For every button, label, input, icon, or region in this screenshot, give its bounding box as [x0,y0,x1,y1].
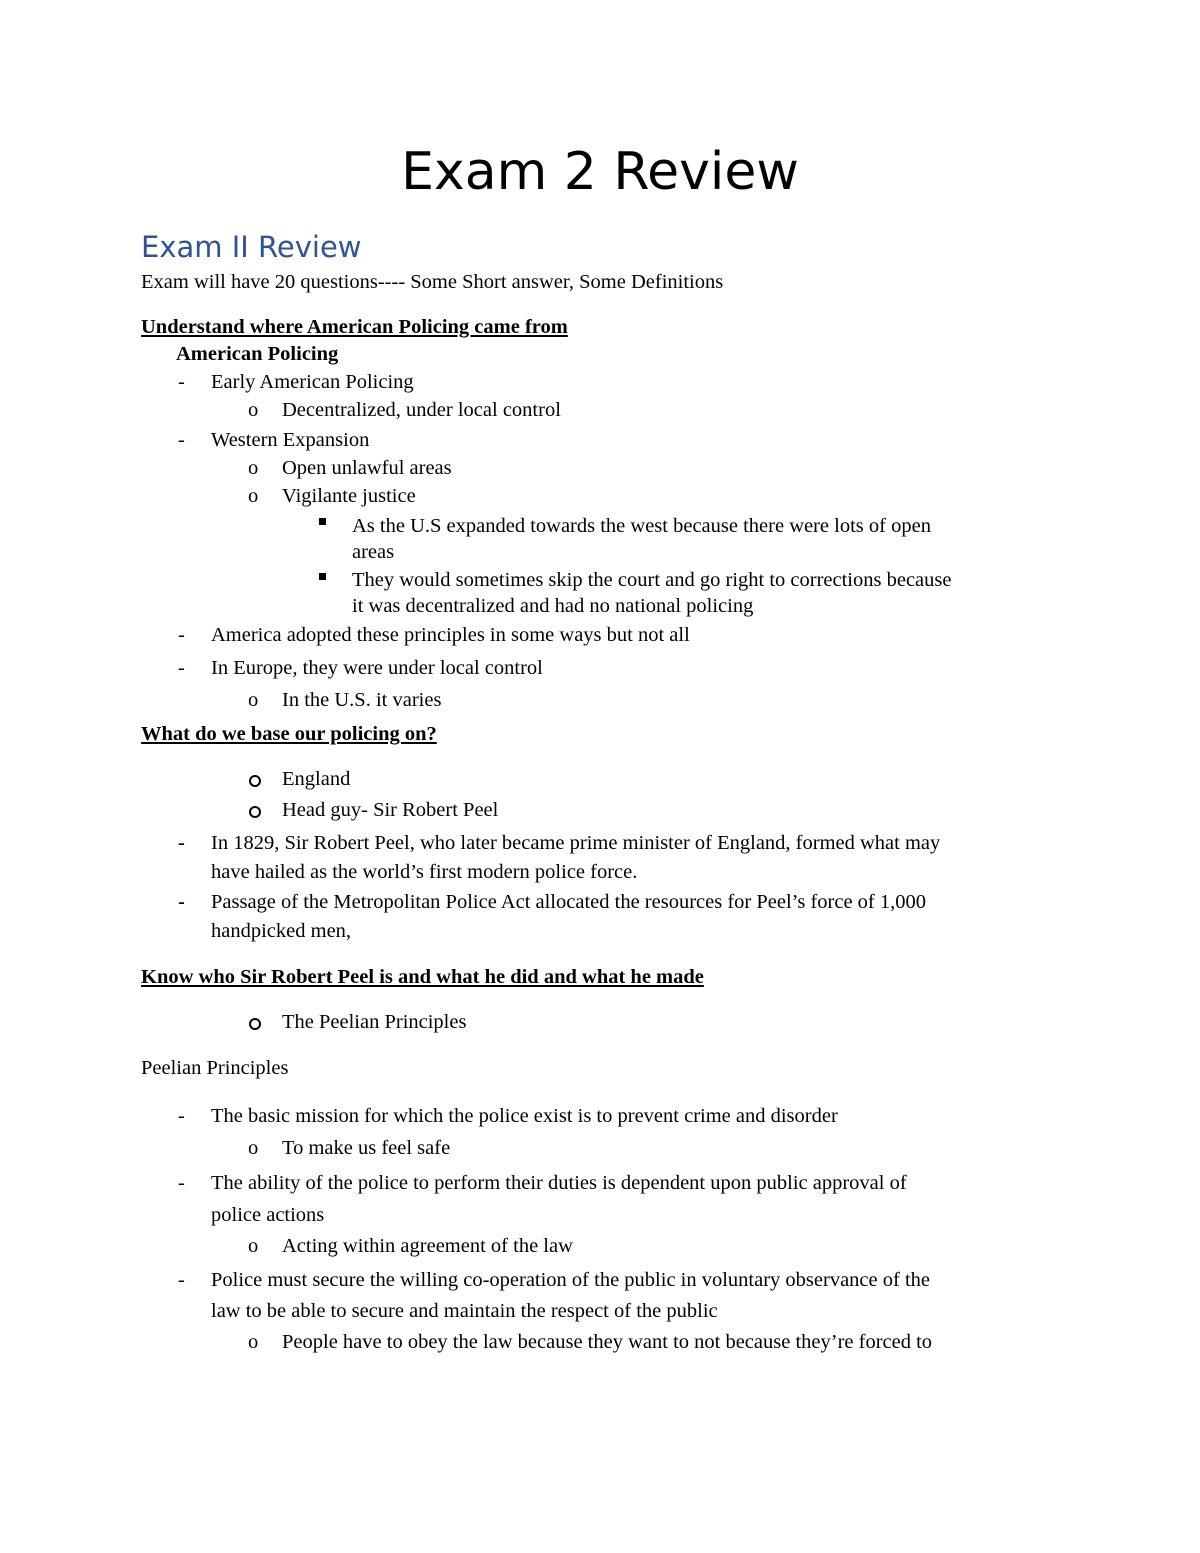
section-heading-blue: Exam II Review [141,230,362,264]
list-item: In the U.S. it varies [282,689,442,711]
dash-bullet: - [178,657,185,679]
list-item: Acting within agreement of the law [282,1235,573,1257]
list-item: People have to obey the law because they want to not because they’re forced to [282,1331,933,1353]
square-bullet-icon [319,518,326,525]
circle-bullet: o [248,1331,259,1353]
list-item: America adopted these principles in some ways but not all [211,624,690,646]
list-item: They would sometimes skip the court and go right to corrections because [352,569,952,591]
dash-bullet: - [178,832,185,854]
list-item: England [282,768,351,790]
dash-bullet: - [178,1105,185,1127]
circle-bullet: o [248,689,259,711]
list-item: The basic mission for which the police exist is to prevent crime and disorder [211,1105,838,1127]
dash-bullet: - [178,1172,185,1194]
intro-text: Exam will have 20 questions---- Some Short answer, Some Definitions [141,271,724,293]
list-item: To make us feel safe [282,1137,451,1159]
ring-bullet-icon [249,775,261,787]
circle-bullet: o [248,457,259,479]
dash-bullet: - [178,891,185,913]
list-item: Passage of the Metropolitan Police Act allocated the resources for Peel’s force of 1,000 [211,891,926,913]
list-item: In 1829, Sir Robert Peel, who later became prime minister of England, formed what may [211,832,941,854]
ring-bullet-icon [249,1018,261,1030]
subheading: American Policing [176,343,339,365]
heading-american-policing: Understand where American Policing came from [141,316,568,338]
list-item: Police must secure the willing co-operation of the public in voluntary observance of the [211,1269,931,1291]
heading-peelian-principles: Peelian Principles [141,1057,289,1079]
dash-bullet: - [178,429,185,451]
circle-bullet: o [248,1137,259,1159]
list-item: Decentralized, under local control [282,399,561,421]
dash-bullet: - [178,624,185,646]
list-item: Open unlawful areas [282,457,452,479]
list-item: Western Expansion [211,429,370,451]
list-item-cont: handpicked men, [211,920,352,942]
heading-policing-basis: What do we base our policing on? [141,723,437,745]
list-item-cont: areas [352,541,395,563]
dash-bullet: - [178,1269,185,1291]
square-bullet-icon [319,573,326,580]
list-item: As the U.S expanded towards the west because there were lots of open [352,515,931,537]
heading-robert-peel: Know who Sir Robert Peel is and what he did and what he made [141,966,704,988]
circle-bullet: o [248,485,259,507]
list-item: Head guy- Sir Robert Peel [282,799,499,821]
circle-bullet: o [248,399,259,421]
list-item-cont: police actions [211,1204,325,1226]
circle-bullet: o [248,1235,259,1257]
list-item: The ability of the police to perform their duties is dependent upon public approval of [211,1172,907,1194]
list-item-cont: law to be able to secure and maintain the respect of the public [211,1300,718,1322]
list-item-cont: have hailed as the world’s first modern police force. [211,861,638,883]
dash-bullet: - [178,371,185,393]
list-item: The Peelian Principles [282,1011,467,1033]
ring-bullet-icon [249,806,261,818]
list-item: In Europe, they were under local control [211,657,543,679]
list-item: Vigilante justice [282,485,416,507]
list-item-cont: it was decentralized and had no national policing [352,595,754,617]
document-title: Exam 2 Review [401,142,799,202]
list-item: Early American Policing [211,371,414,393]
